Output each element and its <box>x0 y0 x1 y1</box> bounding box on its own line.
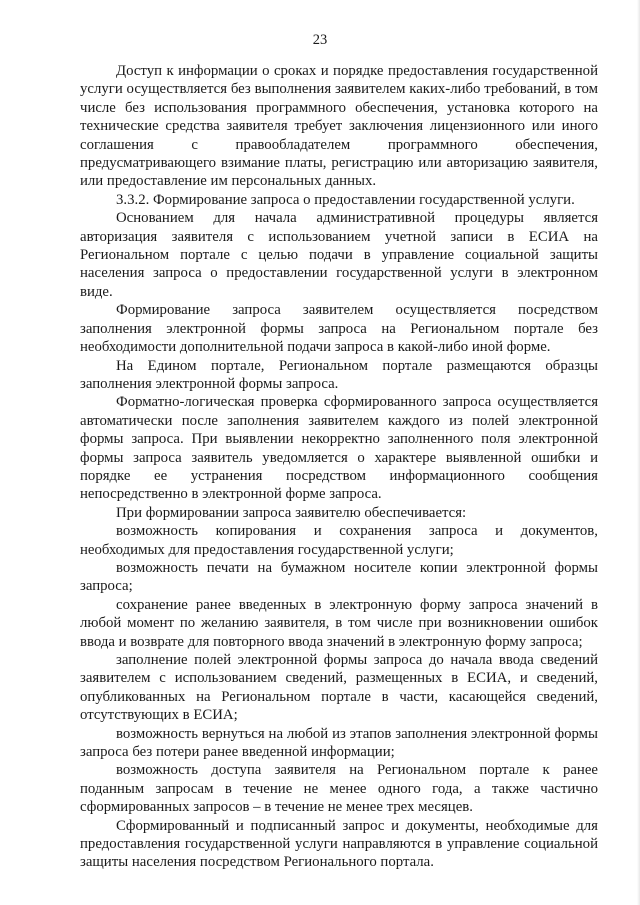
paragraph-info-access: Доступ к информации о сроках и порядке предоставления государственной услуги осуществляется без выполнения заявителем каких-либо требований, в том числе без использования программного обеспечения, установка которого на технические средства заявителя требует заключения лицензионного или иного соглашения с правообладателем программного обеспечения, предусматривающего взимание платы, регистрацию или авторизацию заявителя, или предоставление им персональных данных. <box>80 63 598 190</box>
document-body <box>80 62 598 872</box>
list-item-prefill: заполнение полей электронной формы запроса до начала ввода сведений заявителем с использованием сведений, размещенных в ЕСИА, и сведений, опубликованных на Региональном портале в части, касающейся сведений, отсутствующих в ЕСИА; <box>80 652 598 724</box>
list-item-copy-save: возможность копирования и сохранения запроса и документов, необходимых для предоставления государственной услуги; <box>80 523 598 558</box>
list-item-print: возможность печати на бумажном носителе копии электронной формы запроса; <box>80 559 598 595</box>
list-item-preserve-values: сохранение ранее введенных в электронную форму запроса значений в любой момент по желанию заявителя, в том числе при возникновении ошибок ввода и возврате для повторного ввода значений в электронную форму запроса; <box>80 596 598 650</box>
paragraph-provisions-intro: При формировании запроса заявителю обеспечивается: <box>116 504 467 521</box>
paragraph-request-formation: Формирование запроса заявителем осуществляется посредством заполнения электронной формы запроса на Региональном портале без необходимости дополнительной подачи запроса в какой-либо иной форме. <box>80 302 598 356</box>
paragraph-procedure-basis: Основанием для начала административной процедуры является авторизация заявителя с использованием учетной записи в ЕСИА на Региональном портале с целью подачи в управление социальной защиты населения запроса о предоставлении государственной услуги в электронном виде. <box>80 210 598 300</box>
paragraph-format-check: Форматно-логическая проверка сформированного запроса осуществляется автоматически после заполнения заявителем каждого из полей электронной формы запроса. При выявлении некорректно заполненного поля электронной формы запроса заявитель уведомляется о характере выявленной ошибки и порядке ее устранения посредством информационного сообщения непосредственно в электронной форме запроса. <box>80 394 598 503</box>
paragraph-form-samples: На Едином портале, Региональном портале размещаются образцы заполнения электронной формы запроса. <box>80 357 598 392</box>
list-item-return-step: возможность вернуться на любой из этапов заполнения электронной формы запроса без потери ранее введенной информации; <box>80 725 598 761</box>
list-item-access-history: возможность доступа заявителя на Региональном портале к ранее поданным запросам в течение не менее одного года, а также частично сформированных запросов – в течение не менее трех месяцев. <box>80 762 598 816</box>
section-heading-3-3-2: 3.3.2. Формирование запроса о предоставлении государственной услуги. <box>116 191 575 208</box>
paragraph-submission: Сформированный и подписанный запрос и документы, необходимые для предоставления государственной услуги направляются в управление социальной защиты населения посредством Регионального портала. <box>80 817 598 871</box>
page-number: 23 <box>312 32 328 48</box>
